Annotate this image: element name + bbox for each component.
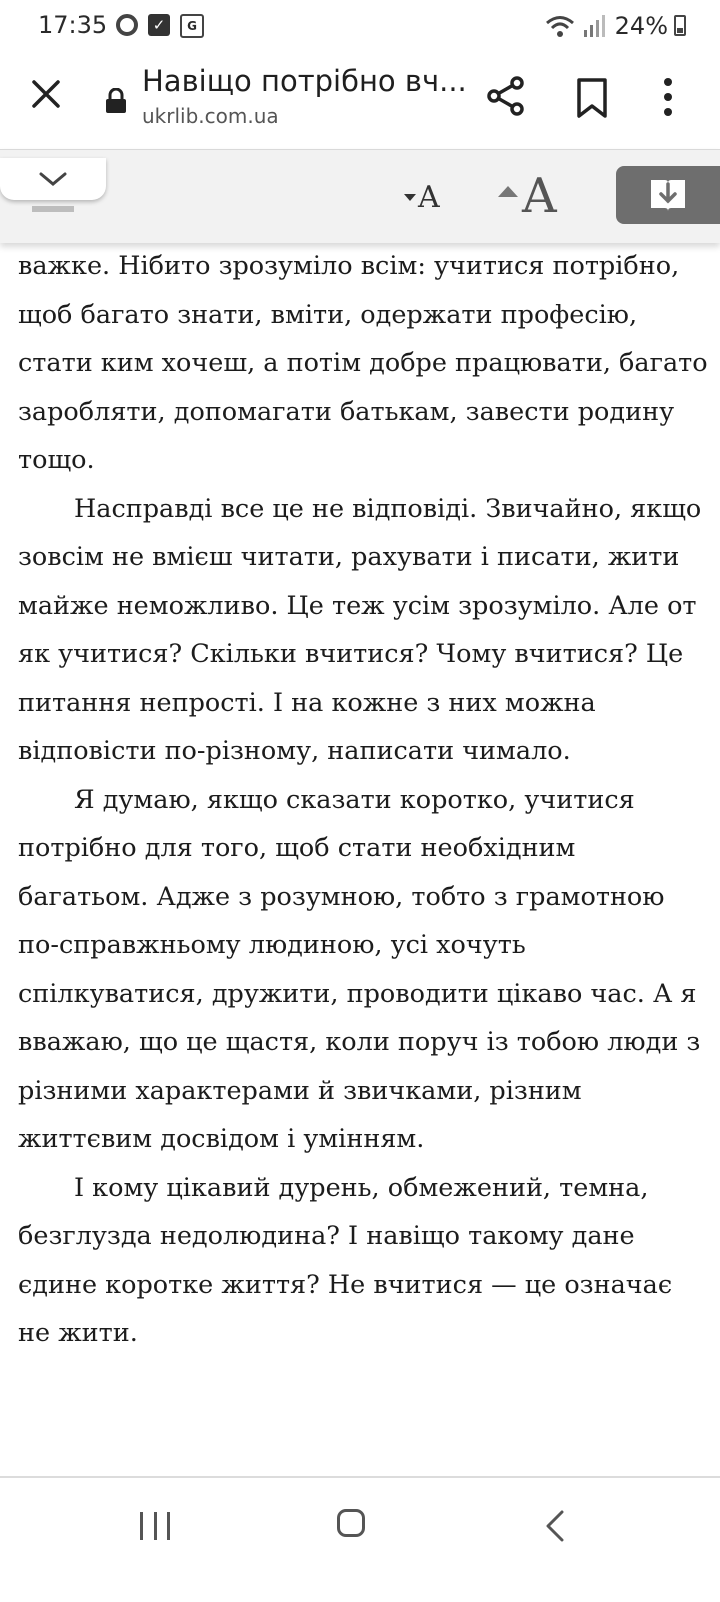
wifi-icon xyxy=(545,14,575,38)
translate-icon: G xyxy=(180,14,204,38)
increase-font-button[interactable] xyxy=(498,168,557,224)
notification-icons xyxy=(116,14,204,38)
home-icon[interactable] xyxy=(337,1509,365,1537)
share-icon[interactable] xyxy=(484,74,528,118)
signal-icon xyxy=(583,14,607,38)
chevron-down-icon xyxy=(37,169,69,189)
font-large-label: A xyxy=(522,168,557,224)
bookmark-icon[interactable] xyxy=(572,76,612,120)
article-paragraph: Я думаю, якщо сказати коротко, учитися потрібно для того, щоб стати необхідним багатьом. Адже з розумною, тобто з грамотною по-справжньому людиною, усі хочуть спілкуватися, дружити, проводити цікаво час. А я вважаю, що це щастя, коли поруч із тобою люди з різними характерами й звичками, різним життєвим досвідом і умінням. xyxy=(18,784,701,1154)
article-paragraph: важке. Нібито зрозуміло всім: учитися потрібно, щоб багато знати, вміти, одержати професію, стати ким хочеш, а потім добре працювати, багато заробляти, допомагати батькам, завести родину тощо. xyxy=(18,251,708,475)
reader-mode-bar xyxy=(0,149,720,243)
recents-icon[interactable] xyxy=(140,1512,170,1540)
font-small-label: A xyxy=(418,180,440,215)
page-url[interactable]: ukrlib.com.ua xyxy=(142,104,279,128)
tab-indicator xyxy=(32,206,74,212)
collapse-reader-button[interactable] xyxy=(0,158,106,200)
chrome-icon xyxy=(116,14,138,36)
back-icon[interactable] xyxy=(540,1508,570,1544)
save-offline-button[interactable] xyxy=(616,166,720,224)
decrease-arrow-icon xyxy=(404,194,416,201)
more-vert-icon[interactable] xyxy=(658,76,678,120)
status-time: 17:35 xyxy=(38,11,108,39)
close-icon[interactable] xyxy=(26,74,66,114)
increase-arrow-icon xyxy=(498,186,518,197)
save-offline-icon xyxy=(648,177,688,213)
article-body xyxy=(18,242,708,1358)
system-icons xyxy=(545,12,668,40)
system-nav-bar xyxy=(0,1476,720,1602)
check-icon: ✓ xyxy=(148,14,170,36)
article-paragraph: І кому цікавий дурень, обмежений, темна, безглузда недолюдина? І навіщо такому дане єдине коротке життя? Не вчитися — це означає не жити. xyxy=(18,1172,673,1348)
lock-icon xyxy=(105,88,127,114)
status-bar xyxy=(0,0,720,52)
page-title[interactable]: Навіщо потрібно вч... xyxy=(142,64,467,98)
article-paragraph: Насправді все це не відповіді. Звичайно, якщо зовсім не вмієш читати, рахувати і писати, жити майже неможливо. Це теж усім зрозуміло. Але от як учитися? Скільки вчитися? Чому вчитися? Це питання непрості. І на кожне з них можна відповісти по-різному, написати чимало. xyxy=(18,493,702,766)
battery-icon xyxy=(674,15,686,36)
decrease-font-button[interactable] xyxy=(404,180,440,215)
battery-percent: 24% xyxy=(614,12,668,40)
custom-tab-toolbar xyxy=(0,52,720,147)
